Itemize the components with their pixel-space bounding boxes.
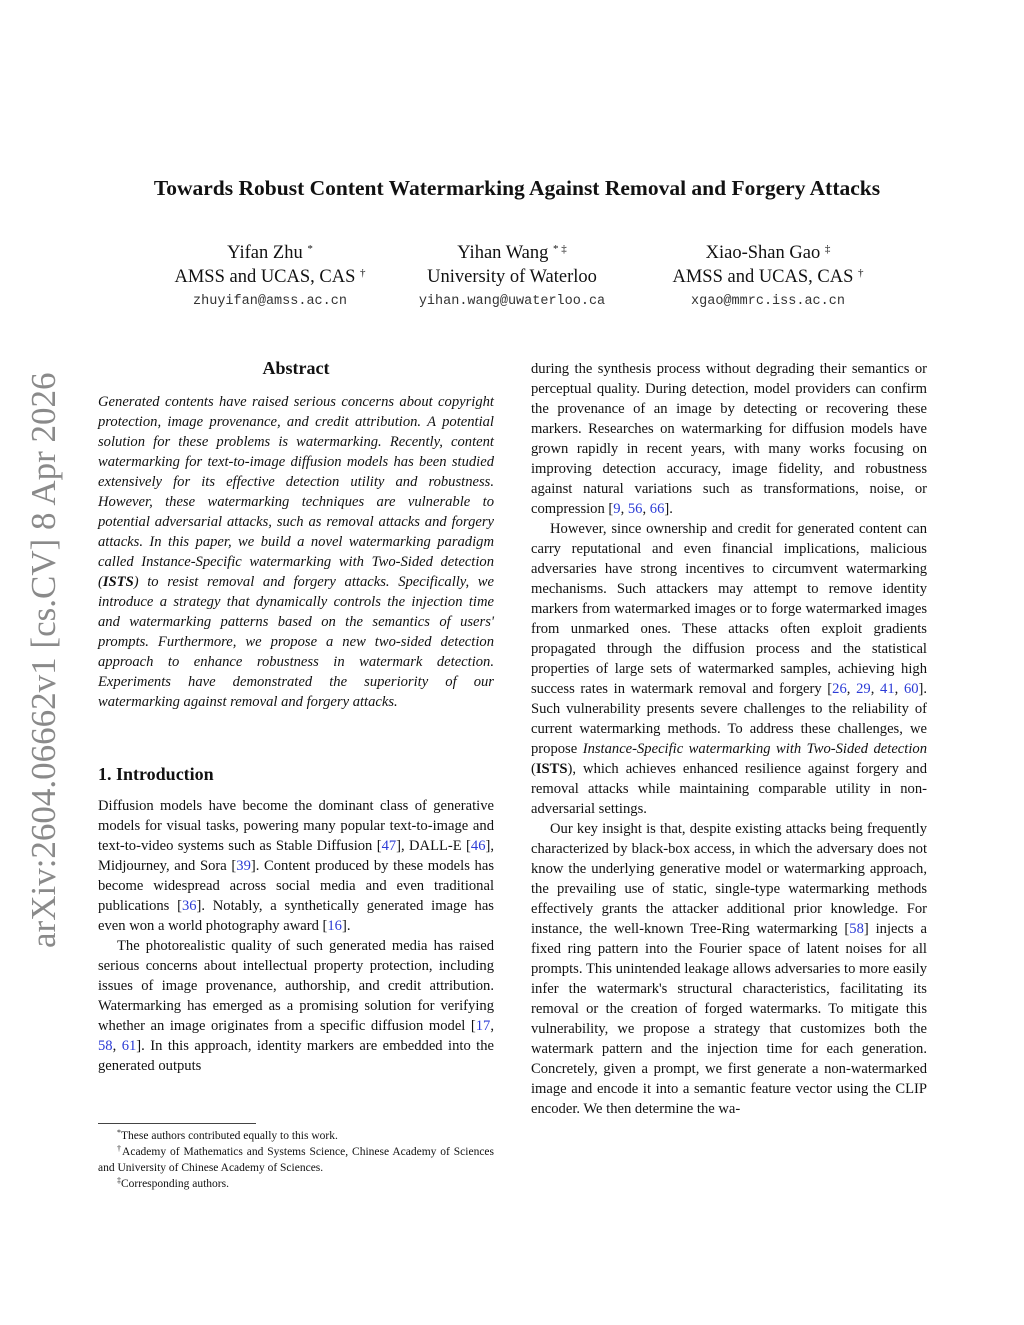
paragraph: However, since ownership and credit for generated content can carry reputational and even financial implications, malicious adversaries have strong incentives to circumvent watermarking mechanisms. Such attackers may attempt to remove identity markers from watermarked images or to forge watermarked images from unmarked ones. These attacks often exploit gradients propagated through the diffusion process and the statistical properties of large sets of watermarked samples, achieving high success rates in watermark removal and forgery [26, 29, 41, 60]. Such vulnerability presents severe challenges to the reliability of current watermarking methods. To address these challenges, we propose Instance-Specific watermarking with Two-Sided detection (ISTS), which achieves enhanced resilience against forgery and removal attacks while maintaining comparable utility in non-adversarial settings. [531,521,928,817]
author-block [382,241,642,315]
author-name: Xiao-Shan Gao [705,243,821,263]
abstract-heading: Abstract [262,358,330,378]
footnote-rule [98,1123,256,1124]
author-affiliation: AMSS and UCAS, CAS [672,267,854,287]
author-mark: * ‡ [553,243,567,255]
citation-link[interactable]: 61 [121,1038,137,1054]
citation-link[interactable]: 17 [475,1018,491,1034]
section-heading-introduction: 1. Introduction [98,764,214,784]
citation-link[interactable]: 9 [613,501,621,517]
citation-link[interactable]: 29 [856,681,871,697]
paragraph: Our key insight is that, despite existing attacks being frequently characterized by black-box access, in which the adversary does not know the underlying generative model or watermarking approach, the prevailing use of static, single-type watermarking methods effectively grants the attacker additional prior knowledge. For instance, the well-known Tree-Ring watermarking [58] injects a fixed ring pattern into the Fourier space of latent noises for all prompts. This unintended leakage allows adversaries to more easily infer the watermark's structural characteristics, facilitating its removal or the creation of forged watermarks. To mitigate this vulnerability, we propose a strategy that customizes both the watermark pattern and the injection time for each generation. Concretely, given a prompt, we first generate a non-watermarked image and encode it into a semantic feature vector using the CLIP encoder. We then determine the wa- [531,821,927,1117]
paragraph: during the synthesis process without degrading their semantics or perceptual quality. During detection, model providers can confirm the provenance of an image by detecting or recovering these markers. Researches on watermarking for diffusion models have grown rapidly in recent years, with many works focusing on improving detection accuracy, image fidelity, and robustness against natural variations such as transformations, noise, or compression [9, 56, 66]. [531,361,927,517]
citation-link[interactable]: 39 [236,858,251,874]
citation-link[interactable]: 60 [903,681,919,697]
paper-title: Towards Robust Content Watermarking Against Removal and Forgery Attacks [153,176,881,200]
author-block [638,241,898,315]
author-block [140,241,400,315]
right-column [531,359,927,1119]
author-name: Yifan Zhu [227,243,303,263]
paragraph: Diffusion models have become the dominant class of generative models for visual tasks, powering many popular text-to-image and text-to-video systems such as Stable Diffusion [47], DALL-E [46], Midjourney, and Sora [39]. Content produced by these models has become widespread across social media and even traditional publications [36]. Notably, a synthetically generated image has even won a world photography award [16]. [98,798,494,934]
author-email[interactable]: zhuyifan@amss.ac.cn [193,294,347,309]
author-email[interactable]: yihan.wang@uwaterloo.ca [418,294,606,309]
abstract-text: Generated contents have raised serious concerns about copyright protection, image provenance, and credit attribution. A potential solution for these problems is watermarking. Recently, content watermarking for text-to-image diffusion models has been studied extensively for its effective detection utility and robustness. However, these watermarking techniques are vulnerable to potential adversarial attacks, such as removal attacks and forgery attacks. In this paper, we build a novel watermarking paradigm called Instance-Specific watermarking with Two-Sided detection (ISTS) to resist removal and forgery attacks. Specifically, we introduce a strategy that dynamically controls the injection time and watermarking patterns based on the semantics of users' prompts. Furthermore, we propose a new two-sided detection approach to enhance robustness in watermark detection. Experiments have demonstrated the superiority of our watermarking against removal and forgery attacks. [98,394,494,710]
citation-link[interactable]: 16 [327,918,342,934]
footnote: †Academy of Mathematics and Systems Science, Chinese Academy of Sciences and University of Chinese Academy of Sciences. [98,1144,494,1174]
footnote: ‡Corresponding authors. [117,1176,229,1190]
author-mark: ‡ [824,243,831,255]
citation-link[interactable]: 26 [832,681,847,697]
left-column [98,356,494,1076]
arxiv-stamp: arXiv:2604.06662v1 [cs.CV] 8 Apr 2026 [24,372,63,948]
citation-link[interactable]: 41 [880,681,895,697]
author-email[interactable]: xgao@mmrc.iss.ac.cn [691,294,845,309]
footnote: *These authors contributed equally to this work. [117,1128,338,1142]
affiliation-mark: † [360,267,366,279]
citation-link[interactable]: 47 [381,838,397,854]
citation-link[interactable]: 56 [627,501,643,517]
paragraph: The photorealistic quality of such generated media has raised serious concerns about intellectual property protection, including issues of image provenance, authorship, and credit attribution. Watermarking has emerged as a promising solution for verifying whether an image originates from a specific diffusion model [17, 58, 61]. In this approach, identity markers are embedded into the generated outputs [98,938,495,1074]
author-mark: * [307,243,313,255]
citation-link[interactable]: 58 [849,921,864,937]
author-name: Yihan Wang [457,243,549,263]
footnotes [98,1123,494,1192]
citation-link[interactable]: 58 [98,1038,113,1054]
citation-link[interactable]: 46 [470,838,486,854]
author-affiliation: AMSS and UCAS, CAS [174,267,356,287]
citation-link[interactable]: 66 [649,501,665,517]
affiliation-mark: † [858,267,864,279]
author-affiliation: University of Waterloo [427,267,597,287]
citation-link[interactable]: 36 [181,898,197,914]
